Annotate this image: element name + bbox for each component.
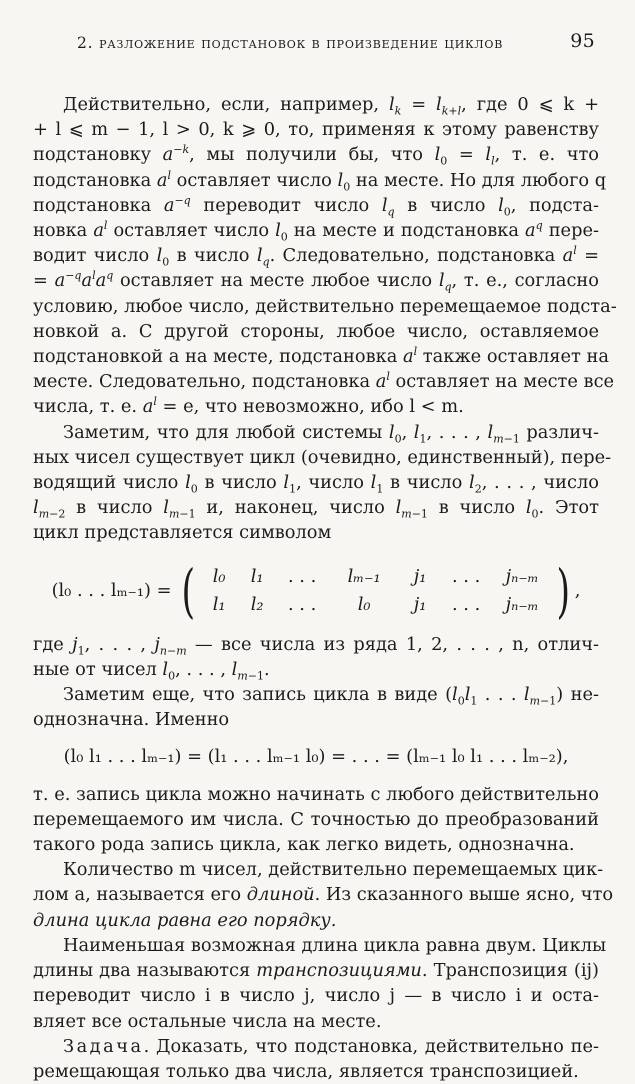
page-number: 95 <box>570 30 595 52</box>
text-line: подстановку $a^{-k}$, мы получили бы, что $l_0 = l_l$, т. е. что <box>33 143 599 168</box>
term-length: длиной <box>246 884 315 906</box>
text-line: Наименьшая возможная длина цикла равна двум. Циклы <box>63 934 607 956</box>
text-line: цикл представляется символом <box>33 522 332 544</box>
text-line: подстановка $a^{-q}$ переводит число $l_q$ в число $l_0$, подста- <box>33 193 599 219</box>
matrix-cell: lₘ₋₁ <box>347 566 381 588</box>
matrix-cell: . . . <box>451 566 481 588</box>
text-line: вляет все остальные числа на месте. <box>33 1010 382 1032</box>
running-header <box>33 30 599 60</box>
text-line: ремещающая только два числа, является транспозицией. <box>33 1060 579 1082</box>
matrix-cell: . . . <box>287 566 317 588</box>
page-body <box>33 92 617 1084</box>
permutation-matrix <box>200 564 552 616</box>
paragraph-4 <box>33 682 599 732</box>
text-line: Действительно, если, например, $l_k = l_{k+l}$, где 0 ⩽ k + <box>63 94 600 118</box>
cycle-equivalence-formula: (l₀ l₁ . . . lₘ₋₁) = (l₁ . . . lₘ₋₁ l₀) = . . . = (lₘ₋₁ l₀ l₁ . . . lₘ₋₂), <box>63 746 569 768</box>
text-line: новка $a^l$ оставляет число $l_0$ на месте и подстановка $a^q$ пере- <box>33 219 599 244</box>
text-line: условию, любое число, действительно перемещаемое подста- <box>33 295 617 317</box>
text-line: водящий число $l_0$ в число $l_1$, число $l_1$ в число $l_2$, . . . , число <box>33 472 599 496</box>
text-line: лом a, называется его длиной. Из сказанного выше ясно, что <box>33 884 614 906</box>
text-line: такого рода запись цикла, как легко видеть, однозначна. <box>33 834 575 856</box>
text-line: длины два называются транспозициями. Транспозиция (ij) <box>33 960 599 982</box>
theorem-statement: длина цикла равна его порядку. <box>33 909 337 931</box>
matrix-cell: j₁ <box>413 566 427 588</box>
matrix-cell: l₀ <box>357 593 371 615</box>
matrix-cell: jₙ₋ₘ <box>505 593 539 615</box>
paragraph-8 <box>33 1034 599 1084</box>
chapter-title: 2. разложение подстановок в произведение циклов <box>77 34 504 52</box>
paragraph-6 <box>33 857 614 933</box>
text-line: ных чисел существует цикл (очевидно, единственный), пере- <box>33 446 612 468</box>
text-line: ные от чисел $l_0$, . . . , $l_{m-1}$. <box>33 658 270 683</box>
text-line: Заметим, что для любой системы $l_0$, $l_1$, . . . , $l_{m-1}$ различ- <box>63 421 600 446</box>
term-transposition: транспозициями <box>256 960 422 982</box>
text-line: $l_{m-2}$ в число $l_{m-1}$ и, наконец, число $l_{m-1}$ в число $l_0$. Этот <box>33 497 599 521</box>
text-line: числа, т. е. $a^l = e$, что невозможно, ибо l < m. <box>33 395 464 418</box>
text-line: водит число $l_0$ в число $l_q$. Следовательно, подстановка $a^l$ = <box>33 244 599 269</box>
text-line: т. е. запись цикла можно начинать с любого действительно <box>33 783 599 805</box>
text-line: Заметим еще, что запись цикла в виде ($l_0l_1$ . . . $l_{m-1}$) не- <box>63 684 599 708</box>
matrix-cell: . . . <box>451 593 481 615</box>
text-line: Задача. Доказать, что подстановка, действительно пе- <box>63 1035 599 1057</box>
cycle-matrix-formula <box>33 556 599 625</box>
text-line: перемещаемого им числа. С точностью до преобразований <box>33 808 599 830</box>
left-paren: ( <box>182 556 196 625</box>
text-line: где $j_1$, . . . , $j_{n-m}$ — все числа из ряда 1, 2, . . . , n, отлич- <box>33 633 599 658</box>
paragraph-2 <box>33 420 612 546</box>
matrix-cell: . . . <box>287 593 317 615</box>
matrix-cell: l₀ <box>212 566 226 588</box>
matrix-cell: j₁ <box>413 593 427 615</box>
matrix-cell: l₁ <box>250 566 264 588</box>
paragraph-7 <box>33 933 607 1034</box>
formula-lhs: (l₀ . . . lₘ₋₁) = <box>51 580 172 602</box>
text-line: + l ⩽ m − 1, l > 0, k ⩾ 0, то, применяя к этому равенству <box>33 119 599 141</box>
text-line: подстановкой a на месте, подстановка $a^l$ также оставляет на <box>33 345 609 368</box>
exercise-label: Задача <box>63 1035 144 1057</box>
text-line: однозначна. Именно <box>33 709 230 731</box>
matrix-cell: l₁ <box>212 593 226 615</box>
matrix-cell: jₙ₋ₘ <box>505 566 539 588</box>
text-line <box>33 908 599 933</box>
text-line: Количество m чисел, действительно перемещаемых цик- <box>63 859 604 881</box>
paragraph-1 <box>33 92 617 420</box>
paragraph-5 <box>33 782 599 858</box>
paragraph-3 <box>33 632 599 682</box>
text-line: = $a^{-q}a^la^q$ оставляет на месте любое число $l_q$, т. е., согласно <box>33 269 599 294</box>
text-line: подстановка $a^l$ оставляет число $l_0$ на месте. Но для любого q <box>33 168 607 194</box>
text-line: месте. Следовательно, подстановка $a^l$ оставляет на месте все <box>33 370 615 393</box>
formula-tail: , <box>574 580 581 602</box>
text-line: переводит число i в число j, число j — в число i и оста- <box>33 985 599 1007</box>
text-line: новкой a. С другой стороны, любое число, оставляемое <box>33 320 599 342</box>
right-paren: ) <box>556 556 571 625</box>
matrix-cell: l₂ <box>250 593 264 615</box>
